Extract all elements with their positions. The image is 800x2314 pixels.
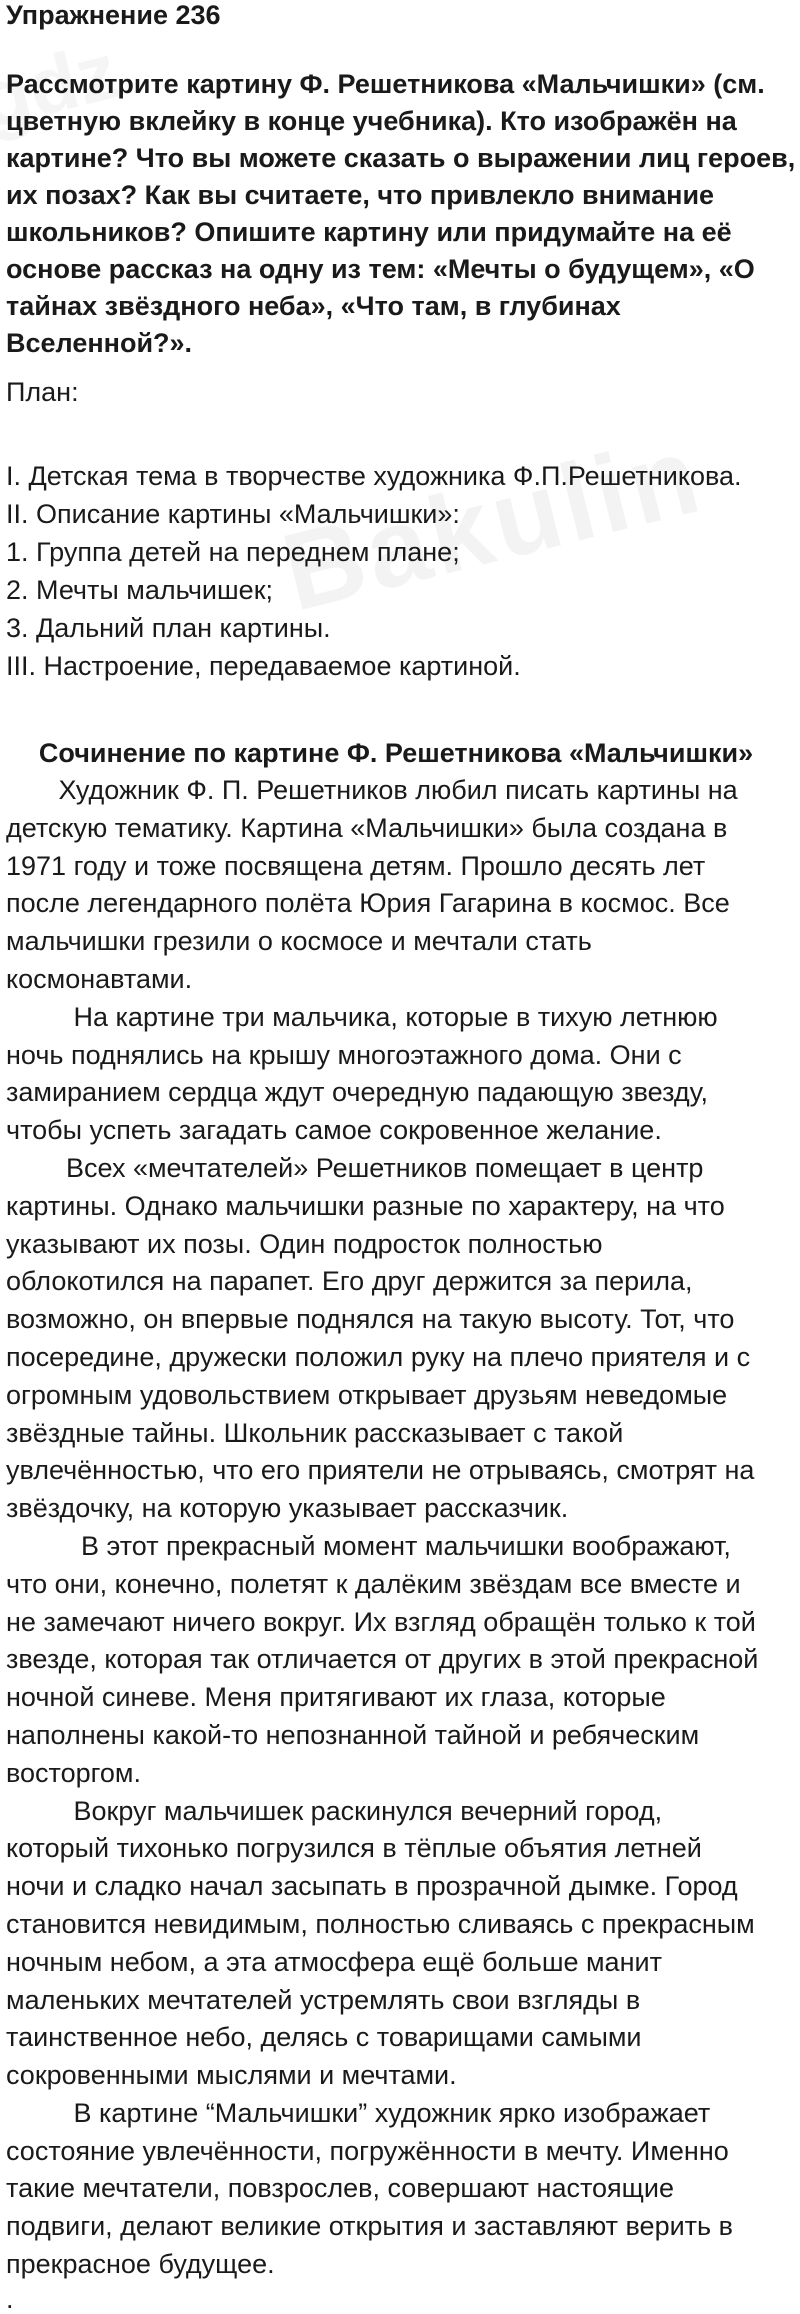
task-line: основе рассказ на одну из тем: «Мечты о будущем», «О [6, 254, 755, 284]
essay-line: восторгом. [6, 1757, 141, 1788]
plan-list [6, 457, 800, 685]
essay-line: увлечённостью, что его приятели не отрываясь, смотрят на [6, 1455, 755, 1486]
essay-line: 1971 году и тоже посвящена детям. Прошло десять лет [6, 850, 706, 881]
essay-line: что они, конечно, полетят к далёким звёздам все вместе и [6, 1568, 741, 1599]
essay-line: ночь поднялись на крышу многоэтажного дома. Они с [6, 1039, 682, 1070]
essay-paragraph [6, 1150, 792, 1528]
end-mark: . [6, 2283, 14, 2314]
essay-line: прекрасное будущее. [6, 2249, 275, 2280]
essay-line: облокотился на парапет. Его друг держится за перила, [6, 1266, 693, 1297]
essay-line: Всех «мечтателей» Решетников помещает в центр [6, 1152, 704, 1183]
essay-line: звёздочку, на которую указывает рассказчик. [6, 1493, 569, 1524]
essay-line: становится невидимым, полностью сливаясь с прекрасным [6, 1908, 755, 1939]
essay-line: звезде, которая так отличается от других в этой прекрасной [6, 1644, 759, 1675]
essay-line: сокровенными мыслями и мечтами. [6, 2060, 457, 2091]
essay-line: картины. Однако мальчишки разные по характеру, на что [6, 1190, 725, 1221]
essay-line: не замечают ничего вокруг. Их взгляд обращён только к той [6, 1606, 756, 1637]
plan-item: 3. Дальний план картины. [6, 613, 331, 643]
essay-line: который тихонько погрузился в тёплые объятия летней [6, 1833, 702, 1864]
essay-line: посередине, дружески положил руку на плечо приятеля и с [6, 1341, 751, 1372]
essay-line: возможно, он впервые поднялся на такую высоту. Тот, что [6, 1304, 735, 1335]
plan-item: 1. Группа детей на переднем плане; [6, 537, 460, 567]
essay-body [6, 772, 800, 2284]
essay-line: В этот прекрасный момент мальчишки воображают, [6, 1530, 731, 1561]
essay-line: Художник Ф. П. Решетников любил писать картины на [6, 775, 738, 805]
essay-line: звёздные тайны. Школьник рассказывает с такой [6, 1417, 624, 1448]
essay-line: чтобы успеть загадать самое сокровенное желание. [6, 1115, 662, 1146]
essay-paragraph [6, 1528, 792, 1793]
task-line: цветную вклейку в конце учебника). Кто изображён на [6, 106, 737, 136]
plan-label: План: [6, 377, 79, 407]
essay-line: мальчишки грезили о космосе и мечтали стать [6, 926, 592, 957]
essay-paragraph [6, 999, 792, 1150]
essay-line: детскую тематику. Картина «Мальчишки» была создана в [6, 812, 728, 843]
essay-line: таинственное небо, делясь с товарищами самыми [6, 2022, 642, 2053]
task-line: Рассмотрите картину Ф. Решетникова «Мальчишки» (см. [6, 69, 765, 99]
essay-paragraph [6, 772, 792, 999]
task-line: картине? Что вы можете сказать о выражении лиц героев, [6, 143, 796, 173]
essay-line: наполнены какой-то непознанной тайной и ребяческим [6, 1719, 700, 1750]
essay-line: подвиги, делают великие открытия и заставляют верить в [6, 2211, 733, 2242]
essay-line: огромным удовольствием открывает друзьям неведомые [6, 1379, 728, 1410]
essay-paragraph [6, 1793, 792, 2095]
task-line: их позах? Как вы считаете, что привлекло внимание [6, 180, 715, 210]
task-line: тайнах звёздного неба», «Что там, в глубинах [6, 291, 621, 321]
essay-line: маленьких мечтателей устремлять свои взгляды в [6, 1984, 641, 2015]
task-line: школьников? Опишите картину или придумайте на её [6, 217, 732, 247]
essay-line: ночной синеве. Меня притягивают их глаза, которые [6, 1682, 666, 1713]
essay-line: такие мечтатели, повзрослев, совершают настоящие [6, 2173, 674, 2204]
essay-line: Вокруг мальчишек раскинулся вечерний город, [6, 1795, 663, 1826]
essay-paragraph [6, 2095, 792, 2284]
plan-item: 2. Мечты мальчишек; [6, 575, 274, 605]
exercise-title: Упражнение 236 [6, 0, 221, 30]
essay-line: ночи и сладко начал засыпать в прозрачной дымке. Город [6, 1871, 738, 1902]
essay-line: космонавтами. [6, 963, 193, 994]
essay-title: Сочинение по картине Ф. Решетникова «Мальчишки» [38, 738, 754, 768]
essay-line: ночным небом, а эта атмосфера ещё больше манит [6, 1946, 662, 1977]
essay-line: состояние увлечённости, погружённости в мечту. Именно [6, 2135, 729, 2166]
plan-item: II. Описание картины «Мальчишки»: [6, 499, 460, 529]
plan-item: III. Настроение, передаваемое картиной. [6, 651, 521, 681]
essay-line: В картине “Мальчишки” художник ярко изображает [6, 2097, 711, 2128]
essay-line: На картине три мальчика, которые в тихую летнюю [6, 1001, 718, 1032]
task-line: Вселенной?». [6, 328, 193, 358]
essay-line: указывают их позы. Один подросток полностью [6, 1228, 603, 1259]
essay-line: замиранием сердца ждут очередную падающую звезду, [6, 1077, 708, 1108]
plan-item: I. Детская тема в творчестве художника Ф.П.Решетникова. [6, 461, 742, 491]
task-text [6, 66, 796, 362]
essay-line: после легендарного полёта Юрия Гагарина в космос. Все [6, 888, 730, 919]
